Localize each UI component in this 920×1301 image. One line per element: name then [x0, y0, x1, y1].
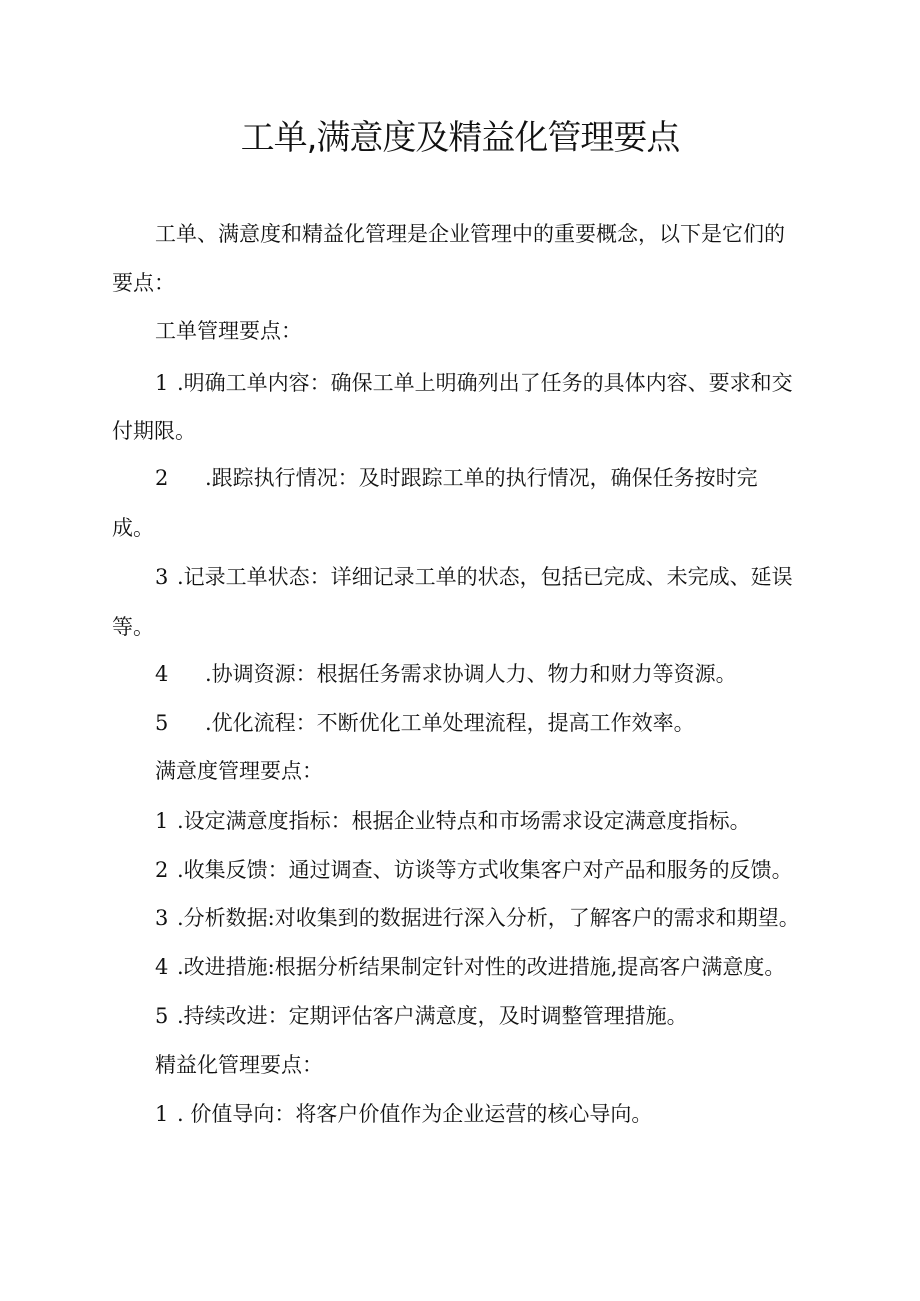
item-continuation: 等。	[112, 615, 154, 639]
list-item	[155, 562, 793, 592]
item-text: .持续改进：定期评估客户满意度，及时调整管理措施。	[177, 1004, 688, 1028]
item-number: 1	[155, 371, 169, 395]
list-item	[155, 463, 758, 493]
item-number: 3	[155, 906, 169, 930]
item-number: 4	[155, 662, 169, 686]
item-number: 5	[155, 1004, 169, 1028]
list-item	[155, 806, 751, 836]
document-title: 工单,满意度及精益化管理要点	[240, 118, 680, 158]
item-number: 2	[155, 466, 169, 490]
list-item	[155, 368, 793, 398]
item-number: 1	[155, 1102, 169, 1126]
section-heading-lean: 精益化管理要点：	[155, 1053, 323, 1077]
item-text: .明确工单内容：确保工单上明确列出了任务的具体内容、要求和交	[177, 371, 793, 395]
item-text: .优化流程：不断优化工单处理流程，提高工作效率。	[205, 711, 695, 735]
item-text: .设定满意度指标：根据企业特点和市场需求设定满意度指标。	[177, 809, 751, 833]
item-number: 5	[155, 711, 169, 735]
item-text: .跟踪执行情况：及时跟踪工单的执行情况，确保任务按时完	[205, 466, 758, 490]
list-item	[155, 855, 793, 885]
list-item	[155, 952, 785, 982]
list-item	[155, 903, 800, 933]
list-item	[155, 1099, 652, 1129]
section-heading-satisfaction: 满意度管理要点：	[155, 759, 323, 783]
item-text: .分析数据:对收集到的数据进行深入分析，了解客户的需求和期望。	[177, 906, 800, 930]
list-item	[155, 1001, 688, 1031]
item-continuation: 付期限。	[112, 419, 196, 443]
item-number: 3	[155, 565, 169, 589]
intro-line-2: 要点：	[112, 271, 175, 295]
intro-line-1: 工单、满意度和精益化管理是企业管理中的重要概念，以下是它们的	[155, 222, 785, 246]
item-text: .记录工单状态：详细记录工单的状态，包括已完成、未完成、延误	[177, 565, 793, 589]
item-number: 1	[155, 809, 169, 833]
list-item	[155, 708, 695, 738]
list-item	[155, 659, 737, 689]
item-number: 2	[155, 858, 169, 882]
item-number: 4	[155, 955, 169, 979]
item-text: .改进措施:根据分析结果制定针对性的改进措施,提高客户满意度。	[177, 955, 786, 979]
section-heading-work-order: 工单管理要点：	[155, 319, 302, 343]
item-text: . 价值导向：将客户价值作为企业运营的核心导向。	[177, 1102, 653, 1126]
item-text: .收集反馈：通过调查、访谈等方式收集客户对产品和服务的反馈。	[177, 858, 793, 882]
item-text: .协调资源：根据任务需求协调人力、物力和财力等资源。	[205, 662, 737, 686]
item-continuation: 成。	[112, 516, 154, 540]
